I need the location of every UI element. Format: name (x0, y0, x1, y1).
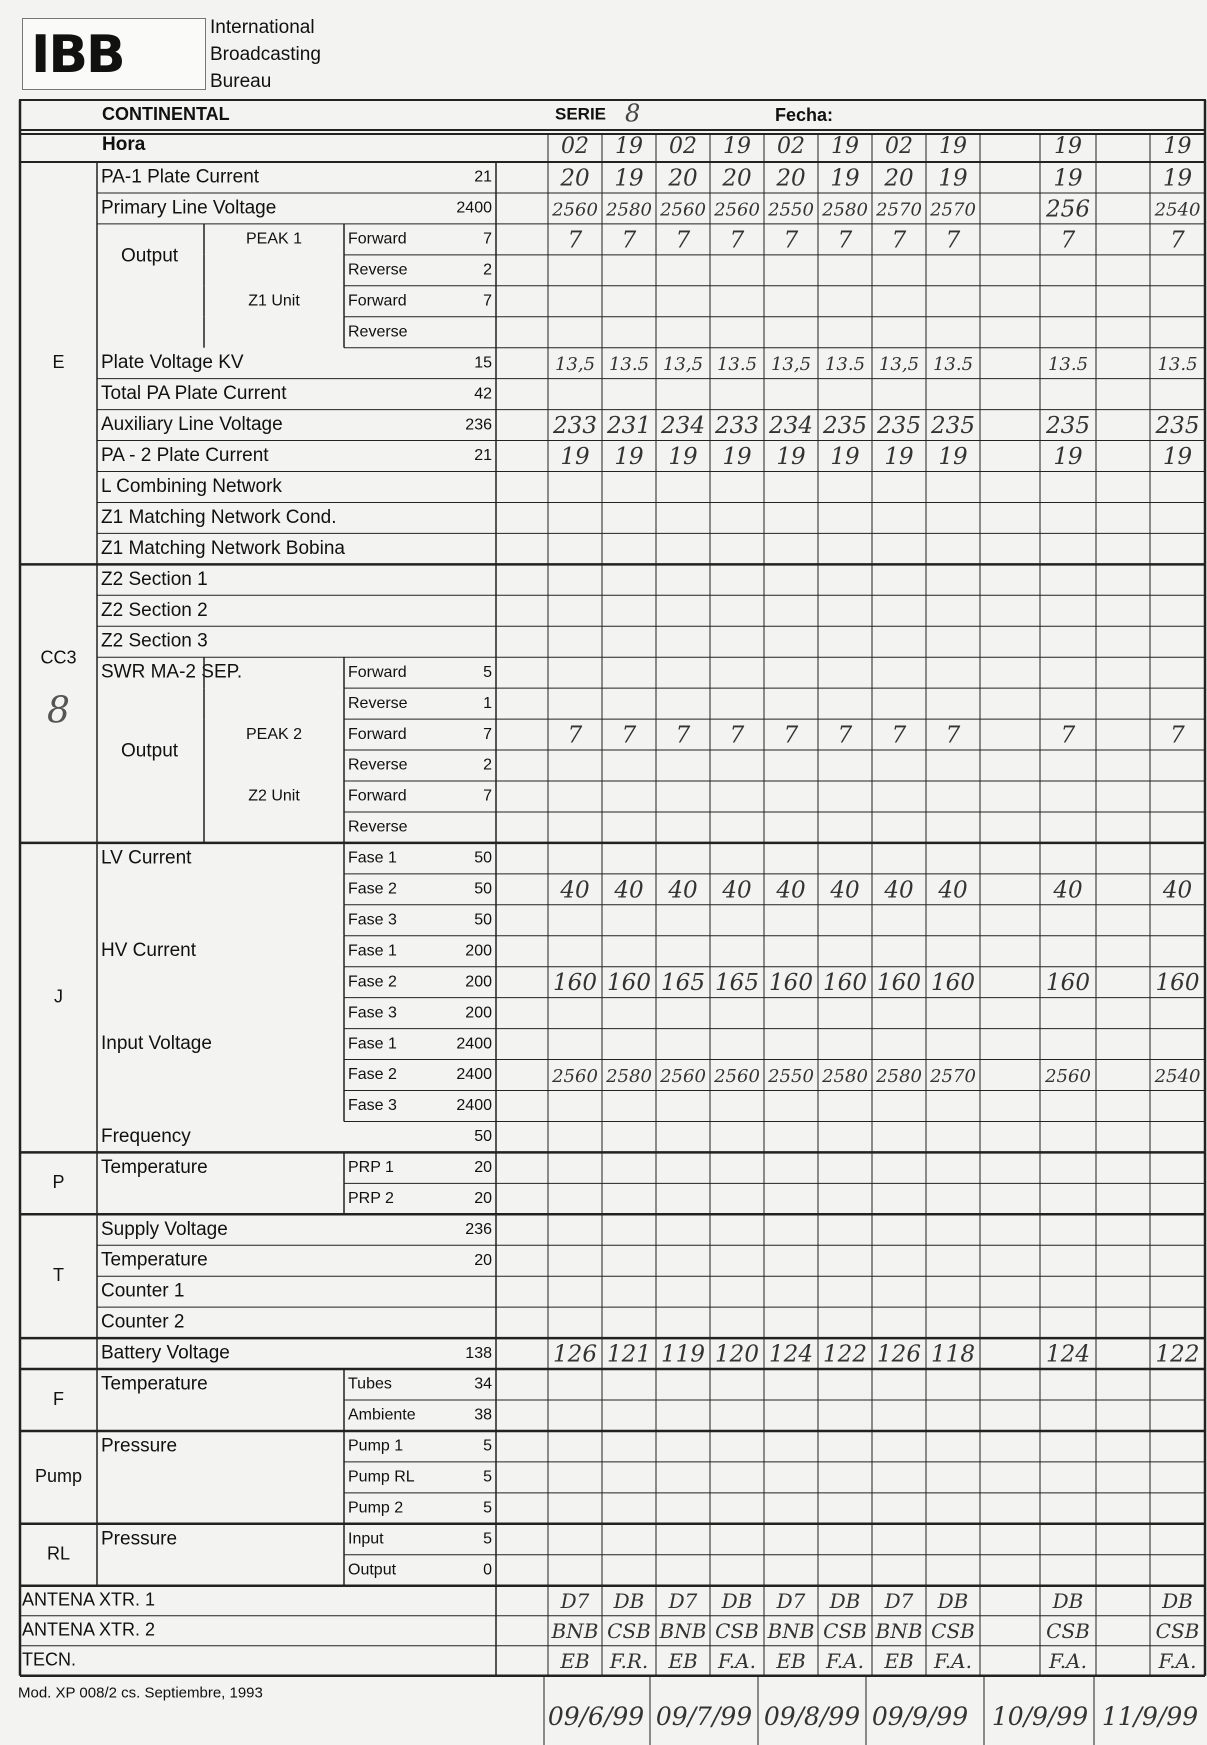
reference-value: 2400 (456, 199, 492, 217)
footer-value: BNB (875, 1619, 923, 1644)
reading-value: 13,5 (554, 354, 596, 376)
reading-value: 2570 (876, 199, 922, 221)
reference-value: 21 (474, 168, 492, 186)
reading-value: 235 (931, 413, 975, 440)
reading-value: 165 (715, 970, 759, 997)
footer-value: F.A. (718, 1649, 756, 1674)
footer-row-label: TECN. (22, 1649, 76, 1670)
footer-value: EB (776, 1649, 806, 1674)
reading-value: 2560 (714, 1066, 760, 1088)
hora-value: 02 (885, 134, 913, 159)
hora-value: 19 (831, 134, 859, 159)
reference-value: 236 (465, 416, 492, 434)
reference-value: 236 (465, 1220, 492, 1239)
row-sublabel: Fase 1 (348, 942, 397, 960)
row-label: Frequency (101, 1125, 191, 1147)
row-sublabel: Fase 3 (348, 1004, 397, 1022)
reference-value: 42 (474, 385, 492, 403)
reference-value: 2 (483, 261, 492, 279)
row-sublabel: Fase 3 (348, 911, 397, 929)
reading-value: 40 (1162, 877, 1193, 904)
reading-value: 235 (1155, 413, 1200, 440)
reading-value: 13,5 (662, 354, 704, 376)
reading-value: 2540 (1154, 199, 1201, 221)
row-sublabel: PEAK 1 (245, 230, 303, 248)
reading-value: 2570 (930, 1066, 976, 1088)
footer-value: DB (613, 1589, 645, 1614)
reading-value: 13.5 (716, 354, 758, 376)
hora-label: Hora (102, 134, 146, 156)
row-sublabel: Reverse (348, 818, 408, 836)
reference-value: 2400 (456, 1097, 492, 1115)
row-sublabel: Fase 1 (348, 849, 397, 867)
date-value: 11/9/99 (1101, 1702, 1199, 1732)
footer-value: DB (937, 1589, 969, 1614)
reference-value: 34 (474, 1375, 492, 1393)
reference-value: 50 (474, 911, 492, 929)
row-sublabel: Forward (348, 787, 407, 805)
row-label: Temperature (101, 1156, 208, 1178)
footer-value: EB (668, 1649, 698, 1674)
reference-value: 21 (474, 447, 492, 465)
reading-value: 7 (621, 722, 637, 749)
reading-value: 19 (560, 444, 590, 471)
row-label: Temperature (101, 1373, 208, 1395)
hora-value: 19 (1163, 134, 1192, 159)
hora-value: 19 (939, 134, 967, 159)
reference-value: 200 (465, 942, 492, 960)
logo-text: IBB (31, 25, 124, 85)
row-label: Z2 Section 3 (101, 630, 208, 652)
reading-value: 122 (1155, 1341, 1200, 1368)
reference-value: 200 (465, 1004, 492, 1022)
reference-value: 50 (474, 849, 492, 867)
reading-value: 2560 (660, 199, 706, 221)
reading-value: 2580 (606, 1066, 652, 1088)
reference-value: 2400 (456, 1066, 492, 1084)
footer-value: D7 (776, 1589, 806, 1614)
section-label: J (54, 986, 63, 1007)
row-label: HV Current (101, 940, 197, 962)
reading-value: 13.5 (932, 354, 974, 376)
reading-value: 122 (823, 1341, 867, 1368)
row-label: Battery Voltage (101, 1342, 230, 1364)
reading-value: 19 (614, 165, 644, 192)
reading-value: 165 (661, 970, 705, 997)
row-label: Z1 Matching Network Cond. (101, 506, 337, 528)
reading-value: 7 (891, 722, 907, 749)
reading-value: 126 (553, 1341, 597, 1368)
footer-row-label: ANTENA XTR. 1 (22, 1589, 156, 1610)
reference-value: 50 (474, 1128, 492, 1146)
reading-value: 2580 (876, 1066, 922, 1088)
reading-value: 124 (769, 1341, 813, 1368)
section-label: RL (46, 1543, 71, 1564)
reading-value: 7 (1060, 722, 1076, 749)
reading-value: 19 (830, 444, 860, 471)
reading-value: 2560 (1045, 1066, 1091, 1088)
row-sublabel: Forward (348, 292, 407, 310)
reference-value: 5 (483, 663, 492, 681)
reading-value: 7 (1060, 227, 1076, 254)
station-name: CONTINENTAL (102, 103, 230, 124)
footer-value: BNB (767, 1619, 815, 1644)
reading-value: 20 (776, 165, 806, 192)
row-sublabel: Forward (348, 663, 407, 681)
reading-value: 160 (931, 970, 975, 997)
reference-value: 2 (483, 756, 492, 774)
reading-value: 19 (938, 444, 968, 471)
reading-value: 7 (729, 722, 745, 749)
footer-value: EB (884, 1649, 914, 1674)
reading-value: 20 (884, 165, 914, 192)
reading-value: 160 (769, 970, 813, 997)
reading-value: 13.5 (1157, 354, 1198, 376)
row-sublabel: Reverse (348, 323, 408, 341)
footer-value: DB (1162, 1589, 1193, 1614)
reading-value: 2560 (552, 1066, 598, 1088)
reading-value: 40 (614, 877, 644, 904)
reading-value: 40 (1053, 877, 1083, 904)
row-sublabel: Reverse (348, 756, 408, 774)
reading-value: 2560 (660, 1066, 706, 1088)
reference-value: 1 (483, 694, 492, 712)
reading-value: 160 (607, 970, 651, 997)
reading-value: 7 (675, 722, 691, 749)
reading-value: 120 (715, 1341, 759, 1368)
reading-value: 2580 (822, 199, 868, 221)
reading-value: 40 (884, 877, 914, 904)
reading-value: 2580 (606, 199, 652, 221)
row-sublabel: Pump 1 (348, 1437, 404, 1455)
row-sublabel: PRP 2 (348, 1190, 394, 1208)
reading-value: 13,5 (770, 354, 812, 376)
reading-value: 160 (1046, 970, 1090, 997)
reading-value: 19 (722, 444, 752, 471)
row-sublabel: PRP 1 (348, 1159, 394, 1177)
fecha-label: Fecha: (775, 104, 834, 125)
row-label: Input Voltage (101, 1033, 212, 1055)
row-sublabel: Output (348, 1561, 397, 1579)
reading-value: 160 (1155, 970, 1200, 997)
date-value: 09/8/99 (763, 1702, 861, 1732)
section-label: T (53, 1264, 64, 1285)
row-label: LV Current (101, 847, 192, 869)
section-label: Pump (34, 1466, 83, 1487)
reading-value: 119 (661, 1341, 705, 1368)
reading-value: 19 (1162, 165, 1193, 192)
reading-value: 19 (776, 444, 806, 471)
reading-value: 7 (675, 227, 691, 254)
reading-value: 235 (823, 413, 867, 440)
org-line-3: Bureau (210, 71, 272, 92)
reading-value: 2550 (768, 1066, 814, 1088)
reading-value: 13.5 (824, 354, 866, 376)
row-sublabel: Fase 2 (348, 1066, 397, 1084)
reading-value: 40 (668, 877, 698, 904)
reading-value: 7 (1170, 722, 1185, 749)
reference-value: 0 (483, 1561, 492, 1579)
row-label: Total PA Plate Current (101, 383, 287, 405)
row-label: Primary Line Voltage (101, 197, 277, 219)
reading-value: 19 (1053, 444, 1083, 471)
reference-value: 7 (483, 725, 492, 743)
reading-value: 7 (891, 227, 907, 254)
reading-value: 19 (1162, 444, 1193, 471)
reading-value: 233 (715, 413, 759, 440)
footer-value: F.A. (826, 1649, 864, 1674)
row-sublabel: Reverse (348, 261, 408, 279)
footer-value: CSB (823, 1619, 867, 1644)
row-sublabel: Reverse (348, 694, 408, 712)
reference-value: 38 (474, 1406, 492, 1424)
row-label: Z2 Section 1 (101, 568, 208, 590)
reading-value: 234 (661, 413, 705, 440)
section-label: F (53, 1388, 64, 1409)
reading-value: 40 (722, 877, 752, 904)
serie-label: SERIE (555, 104, 607, 124)
reading-value: 19 (884, 444, 914, 471)
row-label: Counter 2 (101, 1311, 185, 1333)
reading-value: 40 (938, 877, 968, 904)
reference-value: 200 (465, 973, 492, 991)
reading-value: 7 (837, 227, 853, 254)
footer-value: F.A. (1158, 1649, 1197, 1674)
reading-value: 40 (776, 877, 806, 904)
reference-value: 20 (474, 1159, 492, 1177)
date-value: 09/6/99 (547, 1702, 645, 1732)
section-label: CC3 (40, 647, 77, 668)
hora-value: 19 (723, 134, 751, 159)
reading-value: 2570 (930, 199, 976, 221)
row-label: L Combining Network (101, 475, 282, 497)
footer-value: F.A. (934, 1649, 972, 1674)
row-label: Supply Voltage (101, 1218, 228, 1240)
reading-value: 160 (553, 970, 597, 997)
row-label: Counter 1 (101, 1280, 185, 1302)
reading-value: 256 (1046, 196, 1090, 223)
reference-value: 5 (483, 1468, 492, 1486)
reading-value: 2550 (768, 199, 814, 221)
footer-row-label: ANTENA XTR. 2 (22, 1619, 156, 1640)
date-value: 09/7/99 (655, 1702, 753, 1732)
row-label: Z1 Matching Network Bobina (101, 537, 345, 559)
reading-value: 7 (729, 227, 745, 254)
row-sublabel: Tubes (348, 1375, 392, 1393)
reading-value: 7 (621, 227, 637, 254)
footer-value: F.R. (609, 1649, 649, 1674)
reading-value: 2580 (822, 1066, 868, 1088)
reference-value: 7 (483, 230, 492, 248)
hora-value: 02 (777, 134, 805, 159)
reading-value: 7 (945, 227, 961, 254)
footer-value: CSB (607, 1619, 651, 1644)
row-label: Plate Voltage KV (101, 352, 244, 374)
footer-value: DB (721, 1589, 753, 1614)
footer-value: CSB (1155, 1619, 1200, 1644)
hora-value: 02 (669, 134, 697, 159)
reference-value: 15 (474, 354, 492, 372)
row-sublabel: Fase 2 (348, 880, 397, 898)
reference-value: 5 (483, 1499, 492, 1517)
reference-value: 5 (483, 1437, 492, 1455)
date-value: 10/9/99 (991, 1702, 1089, 1732)
row-sublabel: Forward (348, 725, 407, 743)
row-label: Auxiliary Line Voltage (101, 414, 283, 436)
reading-value: 7 (945, 722, 961, 749)
reading-value: 20 (560, 165, 590, 192)
reading-value: 19 (938, 165, 968, 192)
row-sublabel: Pump 2 (348, 1499, 404, 1517)
reading-value: 7 (837, 722, 853, 749)
footer-value: F.A. (1049, 1649, 1087, 1674)
reading-value: 19 (830, 165, 860, 192)
reading-value: 235 (877, 413, 921, 440)
hora-value: 19 (1054, 134, 1082, 159)
reading-value: 126 (877, 1341, 921, 1368)
row-label: Pressure (101, 1435, 178, 1457)
reading-value: 233 (553, 413, 597, 440)
footer-value: D7 (560, 1589, 590, 1614)
footer-value: DB (1052, 1589, 1084, 1614)
row-sublabel: Forward (348, 230, 407, 248)
reading-value: 7 (567, 722, 583, 749)
reading-value: 13.5 (608, 354, 650, 376)
row-label: PA - 2 Plate Current (101, 445, 269, 467)
reading-value: 7 (783, 227, 799, 254)
reading-value: 2560 (552, 199, 598, 221)
hora-value: 19 (615, 134, 643, 159)
row-sublabel: Pump RL (348, 1468, 415, 1486)
reference-value: 20 (474, 1251, 492, 1269)
reading-value: 19 (1053, 165, 1083, 192)
reading-value: 231 (607, 413, 651, 440)
footer-value: CSB (931, 1619, 975, 1644)
reading-value: 7 (567, 227, 583, 254)
reading-value: 13.5 (1047, 354, 1089, 376)
reading-value: 2540 (1154, 1066, 1201, 1088)
row-sublabel: Z1 Unit (248, 292, 300, 310)
reading-value: 19 (668, 444, 698, 471)
section-label: P (52, 1172, 65, 1193)
footer-value: BNB (659, 1619, 707, 1644)
reference-value: 50 (474, 880, 492, 898)
footer-value: CSB (715, 1619, 759, 1644)
row-sublabel: Fase 3 (348, 1097, 397, 1115)
reference-value: 7 (483, 292, 492, 310)
footer-value: D7 (668, 1589, 698, 1614)
reading-value: 7 (783, 722, 799, 749)
reading-value: 160 (823, 970, 867, 997)
reading-value: 234 (769, 413, 813, 440)
reference-value: 7 (483, 787, 492, 805)
reading-value: 2560 (714, 199, 760, 221)
form-code: Mod. XP 008/2 cs. Septiembre, 1993 (18, 1684, 263, 1702)
footer-value: EB (560, 1649, 590, 1674)
row-label: Temperature (101, 1249, 208, 1271)
reading-value: 235 (1046, 413, 1090, 440)
footer-value: BNB (551, 1619, 599, 1644)
section-note: 8 (47, 690, 70, 732)
reading-value: 124 (1046, 1341, 1090, 1368)
footer-value: DB (829, 1589, 861, 1614)
reading-value: 13,5 (878, 354, 920, 376)
footer-value: CSB (1046, 1619, 1090, 1644)
row-label: Output (121, 740, 179, 762)
row-label: Pressure (101, 1528, 178, 1550)
reading-value: 40 (830, 877, 860, 904)
reading-value: 40 (560, 877, 590, 904)
reading-value: 160 (877, 970, 921, 997)
reading-value: 20 (722, 165, 752, 192)
reading-value: 118 (931, 1341, 975, 1368)
reading-value: 7 (1170, 227, 1185, 254)
hora-value: 02 (561, 134, 589, 159)
org-line-1: International (210, 17, 315, 38)
section-label: E (52, 351, 65, 372)
reference-value: 138 (465, 1344, 492, 1362)
row-sublabel: Ambiente (348, 1406, 416, 1424)
reading-value: 121 (607, 1341, 651, 1368)
reading-value: 19 (614, 444, 644, 471)
row-label: Z2 Section 2 (101, 599, 208, 621)
row-label: Output (121, 245, 179, 267)
row-sublabel: Input (348, 1530, 384, 1548)
row-sublabel: Z2 Unit (248, 787, 300, 805)
reference-value: 2400 (456, 1035, 492, 1053)
serie-value: 8 (625, 99, 641, 128)
row-sublabel: Fase 1 (348, 1035, 397, 1053)
reference-value: 20 (474, 1190, 492, 1208)
row-label: PA-1 Plate Current (101, 166, 260, 188)
footer-value: D7 (884, 1589, 914, 1614)
row-label: SWR MA-2 SEP. (101, 661, 243, 683)
row-sublabel: PEAK 2 (245, 725, 303, 743)
date-value: 09/9/99 (871, 1702, 969, 1732)
row-sublabel: Fase 2 (348, 973, 397, 991)
org-line-2: Broadcasting (210, 44, 321, 65)
reading-value: 20 (668, 165, 698, 192)
reference-value: 5 (483, 1530, 492, 1548)
